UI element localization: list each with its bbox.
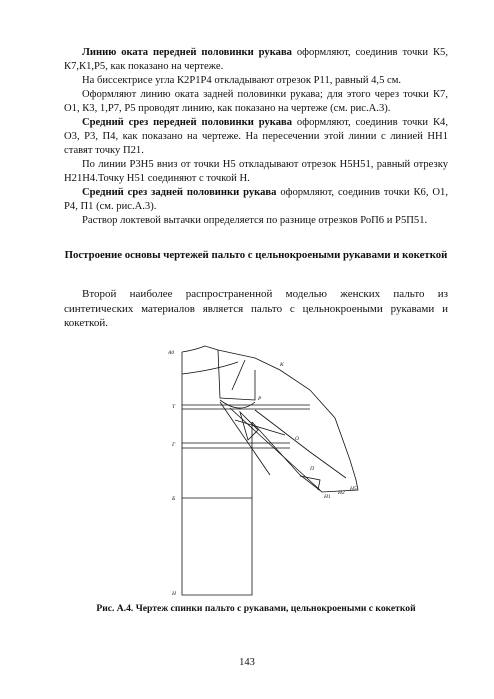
label-b: Б bbox=[172, 496, 176, 502]
page-number: 143 bbox=[239, 657, 255, 668]
label-n2: Н2 bbox=[338, 490, 345, 496]
paragraph-4-lead: Средний срез передней половинки рукава bbox=[82, 117, 293, 128]
paragraph-4 bbox=[64, 116, 448, 158]
label-a0: А0 bbox=[168, 350, 175, 356]
paragraph-7 bbox=[64, 214, 448, 228]
label-n1: Н1 bbox=[324, 494, 331, 500]
yoke-line bbox=[182, 362, 238, 374]
label-o: О bbox=[295, 436, 299, 442]
pattern-drawing-svg bbox=[160, 340, 360, 600]
armhole-curve bbox=[220, 400, 255, 408]
intro-paragraph bbox=[64, 287, 448, 331]
shoulder-line bbox=[182, 346, 356, 480]
back-outline bbox=[182, 352, 252, 595]
label-g: Г bbox=[172, 442, 176, 448]
paragraph-2-text: На биссектрисе угла К2Р1Р4 откладывают отрезок Р11, равный 4,5 см. bbox=[82, 75, 402, 86]
intro-text: Второй наиболее распространенной моделью женских пальто из синтетических материалов является пальто с цельнокроеными рукавами и кокеткой. bbox=[64, 288, 448, 329]
figure-caption: Рис. А.4. Чертеж спинки пальто с рукавами, цельнокроеными с кокеткой bbox=[96, 603, 416, 614]
pattern-drawing bbox=[160, 340, 360, 600]
label-p: П bbox=[310, 466, 314, 472]
label-r: Р bbox=[258, 396, 262, 402]
sleeve-inner bbox=[255, 410, 346, 478]
section-title: Построение основы чертежей пальто с цельнокроеными рукавами и кокеткой bbox=[64, 249, 448, 261]
paragraph-6-text: оформляют, соединив точки К6, О1, Р4, П1 (см. рис.А.3). bbox=[64, 187, 448, 212]
label-k: К bbox=[280, 362, 284, 368]
paragraph-5-text: По линии Р3Н5 вниз от точки Н5 откладывают отрезок Н5Н51, равный отрезку Н21Н4.Точку Н51 соединяют с точкой Н. bbox=[64, 159, 448, 184]
paragraph-3 bbox=[64, 88, 448, 116]
paragraph-5 bbox=[64, 158, 448, 186]
paragraph-6-lead: Средний срез задней половинки рукава bbox=[82, 187, 277, 198]
label-t: Т bbox=[172, 404, 176, 410]
paragraph-7-text: Раствор локтевой вытачки определяется по разнице отрезков РоП6 и Р5П51. bbox=[82, 215, 428, 226]
paragraph-1-text: оформляют, соединив точки К5, К7,К1,Р5, как показано на чертеже. bbox=[64, 47, 448, 72]
armhole-box bbox=[218, 350, 255, 400]
paragraph-3-text: Оформляют линию оката задней половинки рукава; для этого через точки К7, О1, К3, 1,Р7, Р5 проводят линию, как показано на чертеже (см. рис.А.3). bbox=[64, 89, 448, 114]
label-n5: Н5 bbox=[350, 486, 357, 492]
paragraph-1-lead: Линию оката передней половинки рукава bbox=[82, 47, 292, 58]
paragraph-2 bbox=[64, 74, 448, 88]
paragraph-6 bbox=[64, 186, 448, 214]
paragraph-4-text: оформляют, соединив точки К4, О3, Р3, П4, как показано на чертеже. На пересечении этой линии с линией НН1 ставят точку П21. bbox=[64, 117, 448, 156]
label-n: Н bbox=[172, 591, 176, 597]
sleeve-outline bbox=[252, 422, 358, 492]
paragraph-1 bbox=[64, 46, 448, 74]
